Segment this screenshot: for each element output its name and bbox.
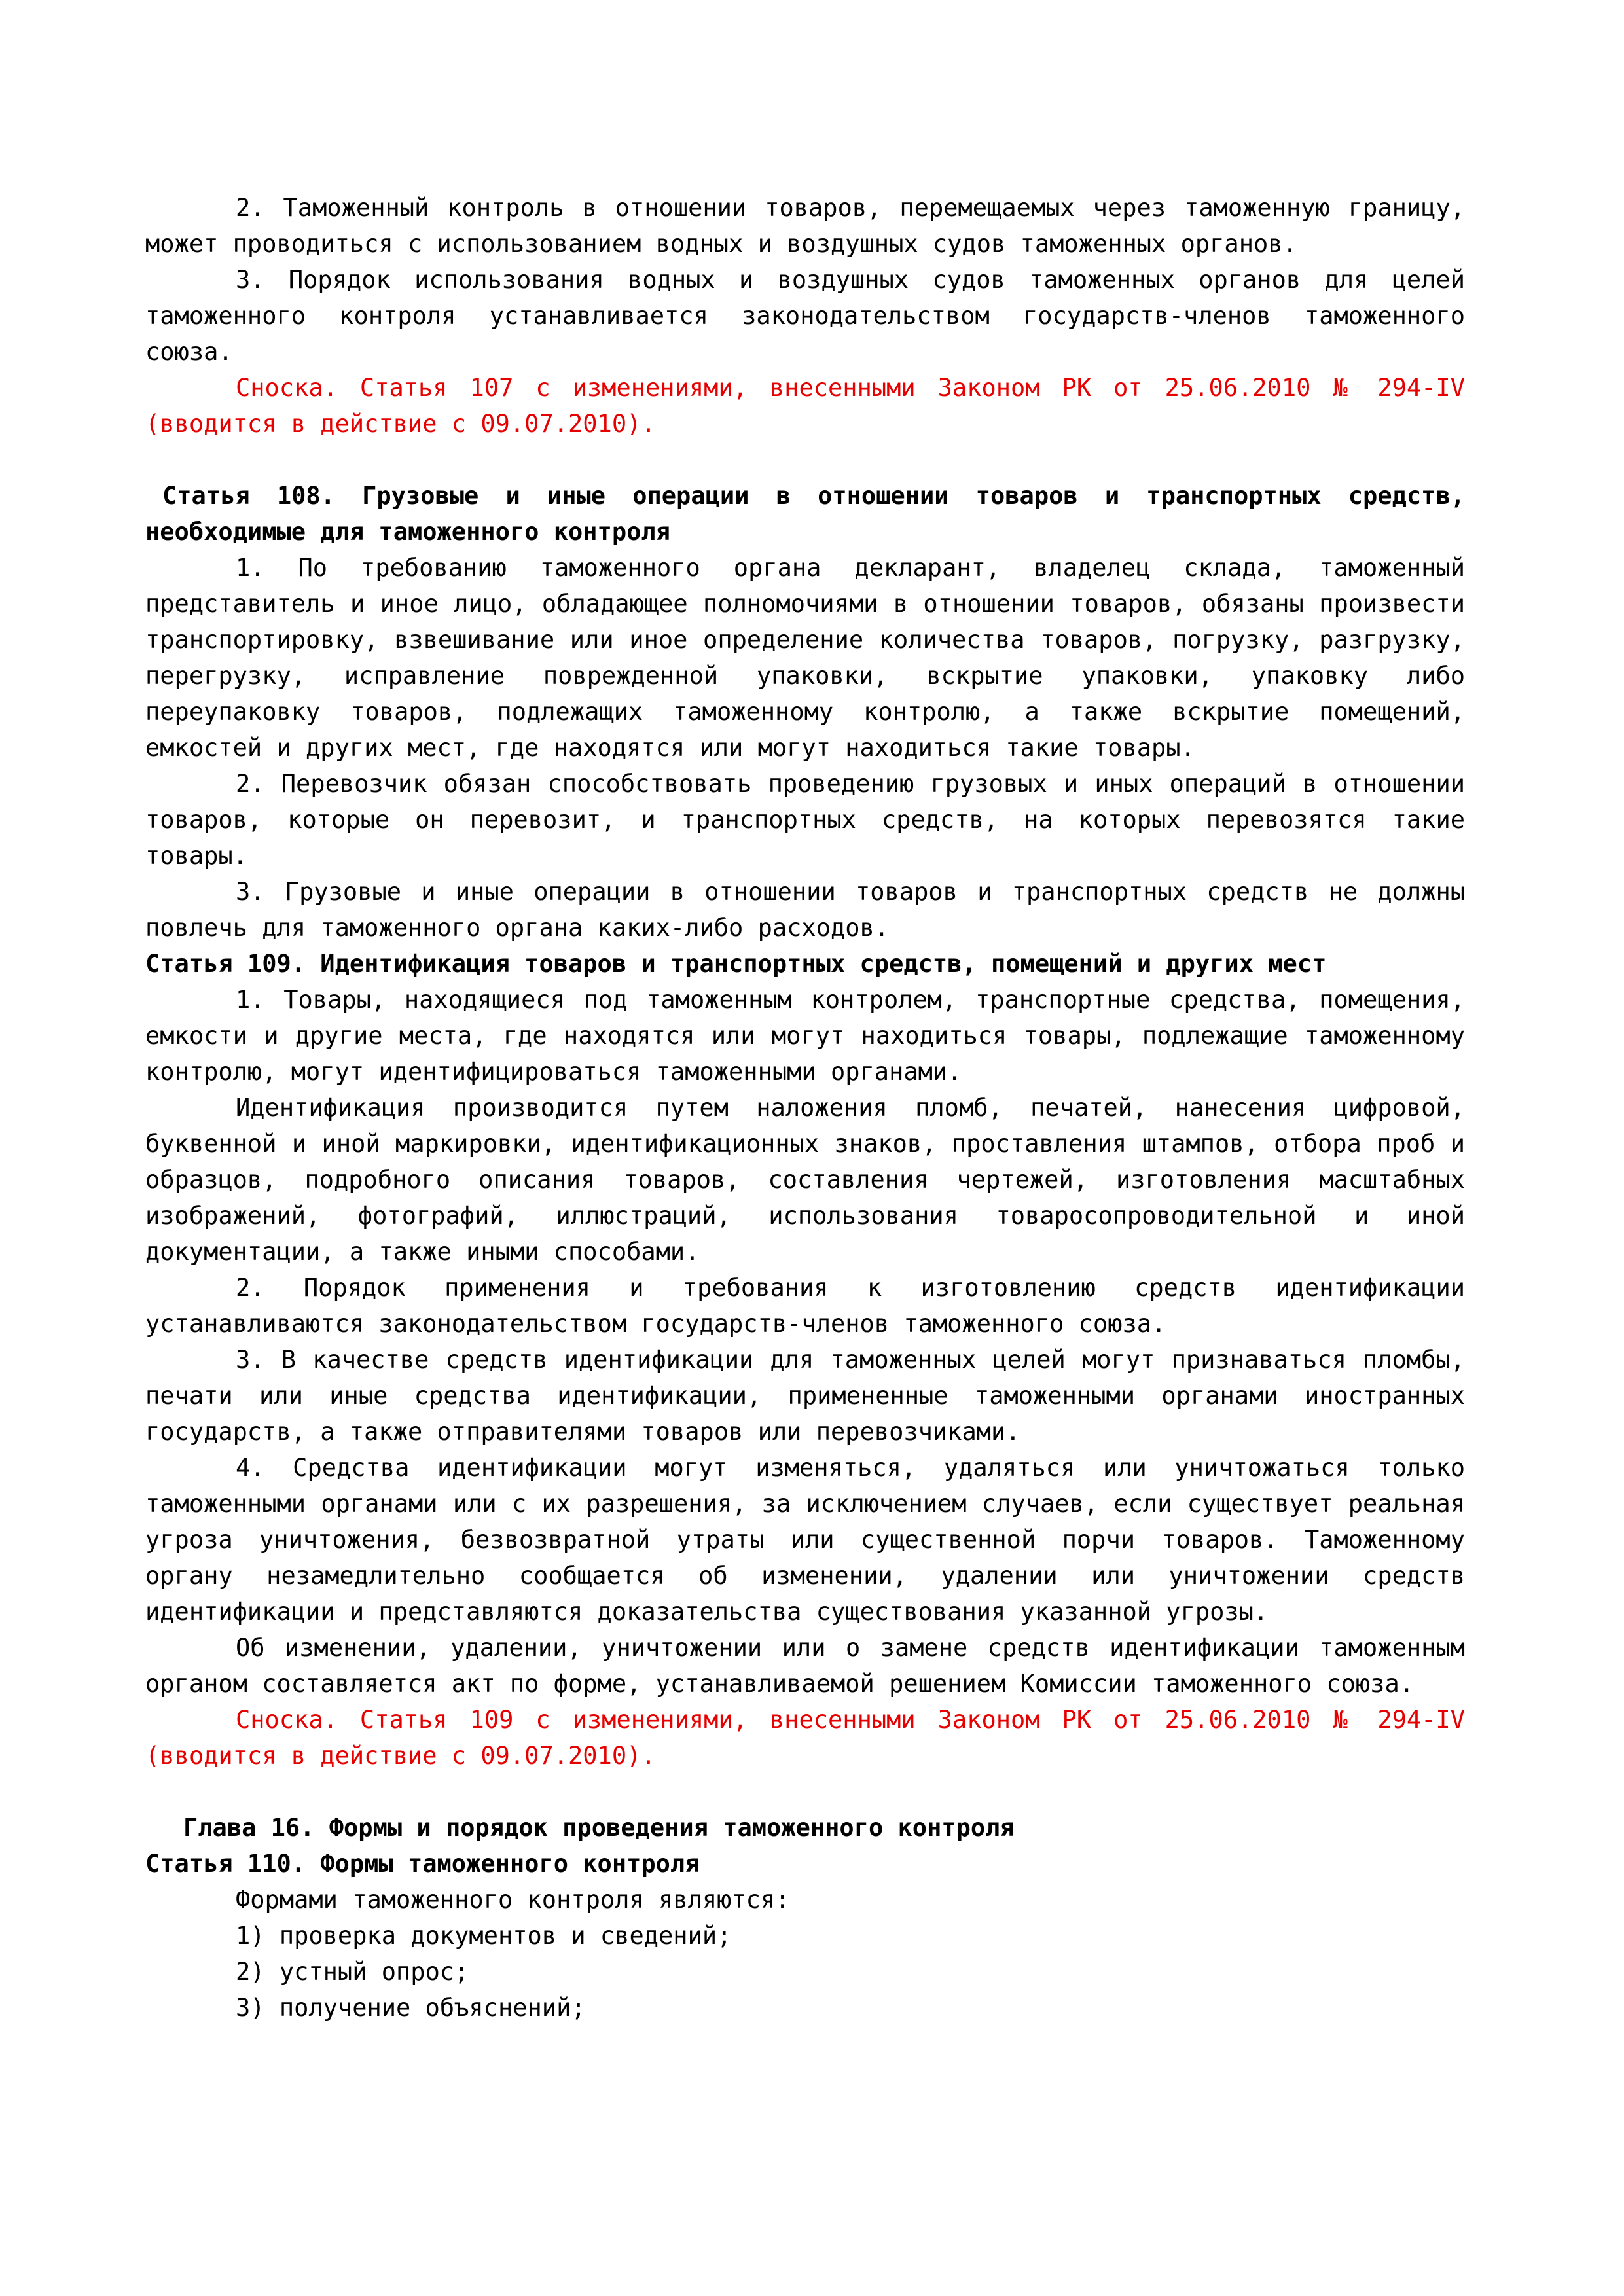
heading-article-110: Статья 110. Формы таможенного контроля xyxy=(145,1850,700,1878)
paragraph-108-2: 2. Перевозчик обязан способствовать проведению грузовых и иных операций в отношении товаров, которые он перевозит, и транспортных средств, на которых перевозятся такие товары. xyxy=(145,770,1465,870)
heading-chapter-16: Глава 16. Формы и порядок проведения таможенного контроля xyxy=(183,1814,1015,1842)
list-item-110-2: 2) устный опрос; xyxy=(236,1958,469,1986)
footnote-article-107: Сноска. Статья 107 с изменениями, внесенными Законом РК от 25.06.2010 № 294-IV (вводится в действие с 09.07.2010). xyxy=(145,374,1465,438)
footnote-article-109: Сноска. Статья 109 с изменениями, внесенными Законом РК от 25.06.2010 № 294-IV (вводится в действие с 09.07.2010). xyxy=(145,1706,1465,1770)
paragraph-109-1: 1. Товары, находящиеся под таможенным контролем, транспортные средства, помещения, емкости и другие места, где находятся или могут находиться товары, подлежащие таможенному контролю, могут идентифицироваться таможенными органами. xyxy=(145,986,1465,1086)
heading-article-109: Статья 109. Идентификация товаров и транспортных средств, помещений и других мест xyxy=(145,950,1327,978)
heading-article-108: Статья 108. Грузовые и иные операции в отношении товаров и транспортных средств, необходимые для таможенного контроля xyxy=(145,482,1465,546)
list-item-110-3: 3) получение объяснений; xyxy=(236,1994,586,2022)
paragraph-109-4-act: Об изменении, удалении, уничтожении или о замене средств идентификации таможенным органом составляется акт по форме, устанавливаемой решением Комиссии таможенного союза. xyxy=(145,1634,1465,1698)
paragraph-108-1: 1. По требованию таможенного органа декларант, владелец склада, таможенный представитель и иное лицо, обладающее полномочиями в отношении товаров, обязаны произвести транспортировку, взвешивание или иное определение количества товаров, погрузку, разгрузку, перегрузку, исправление поврежденной упаковки, вскрытие упаковки, упаковку либо переупаковку товаров, подлежащих таможенному контролю, а также вскрытие помещений, емкостей и других мест, где находятся или могут находиться такие товары. xyxy=(145,554,1465,762)
list-item-110-1: 1) проверка документов и сведений; xyxy=(236,1922,732,1950)
paragraph-107-3: 3. Порядок использования водных и воздушных судов таможенных органов для целей таможенного контроля устанавливается законодательством государств-членов таможенного союза. xyxy=(145,266,1465,366)
paragraph-109-2: 2. Порядок применения и требования к изготовлению средств идентификации устанавливаются законодательством государств-членов таможенного союза. xyxy=(145,1274,1465,1338)
paragraph-109-1-identification: Идентификация производится путем наложения пломб, печатей, нанесения цифровой, буквенной и иной маркировки, идентификационных знаков, проставления штампов, отбора проб и образцов, подробного описания товаров, составления чертежей, изготовления масштабных изображений, фотографий, иллюстраций, использования товаросопроводительной и иной документации, а также иными способами. xyxy=(145,1094,1465,1266)
document-page xyxy=(145,190,1465,2026)
blank-line xyxy=(145,442,1465,478)
blank-line xyxy=(145,1774,1465,1810)
paragraph-110-intro: Формами таможенного контроля являются: xyxy=(236,1886,790,1914)
paragraph-108-3: 3. Грузовые и иные операции в отношении товаров и транспортных средств не должны повлечь для таможенного органа каких-либо расходов. xyxy=(145,878,1465,942)
paragraph-109-4: 4. Средства идентификации могут изменяться, удаляться или уничтожаться только таможенными органами или с их разрешения, за исключением случаев, если существует реальная угроза уничтожения, безвозвратной утраты или существенной порчи товаров. Таможенному органу незамедлительно сообщается об изменении, удалении или уничтожении средств идентификации и представляются доказательства существования указанной угрозы. xyxy=(145,1454,1465,1626)
paragraph-107-2: 2. Таможенный контроль в отношении товаров, перемещаемых через таможенную границу, может проводиться с использованием водных и воздушных судов таможенных органов. xyxy=(145,194,1465,258)
paragraph-109-3: 3. В качестве средств идентификации для таможенных целей могут признаваться пломбы, печати или иные средства идентификации, примененные таможенными органами иностранных государств, а также отправителями товаров или перевозчиками. xyxy=(145,1346,1465,1446)
